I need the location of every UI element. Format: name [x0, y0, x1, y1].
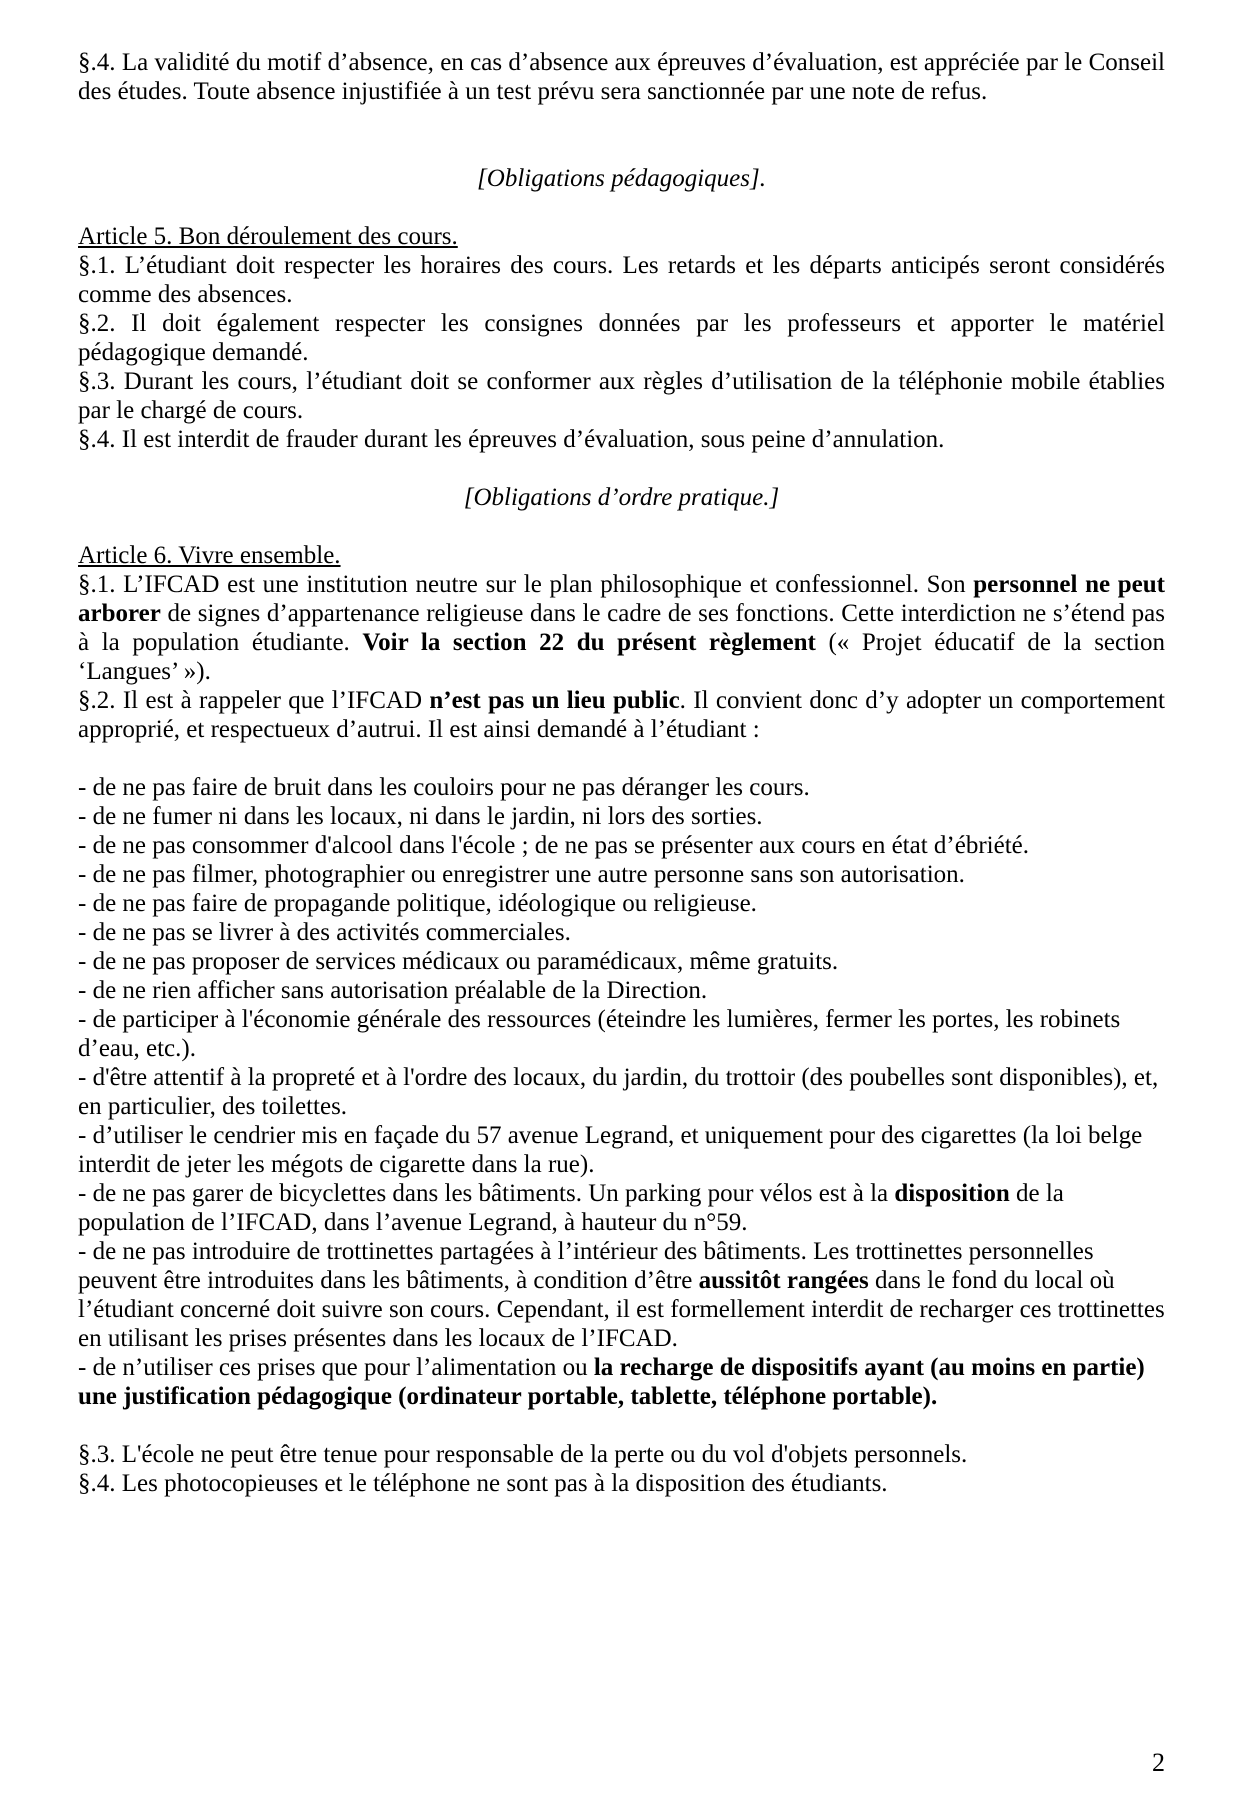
article5-heading — [78, 222, 1165, 251]
article6-paragraph-3 — [78, 1440, 1165, 1469]
list-item-text: - de ne fumer ni dans les locaux, ni dans le jardin, ni lors des sorties. — [78, 803, 763, 830]
paragraph-text: . Il convient donc d’y adopter un comportement approprié, et respectueux d’autrui. Il est ainsi demandé à l’étudiant : — [78, 687, 1166, 743]
list-item-text: - de ne pas faire de propagande politique, idéologique ou religieuse. — [78, 890, 757, 917]
list-item — [78, 918, 1165, 947]
article5-paragraph-2 — [78, 309, 1165, 367]
article6-heading — [78, 541, 1165, 570]
rules-list — [78, 773, 1165, 1411]
list-item — [78, 889, 1165, 918]
list-item-text: - de ne pas introduire de trottinettes partagées à l’intérieur des bâtiments. Les trottinettes personnelles peuvent être introduites dans les bâtiments, à condition d’être — [78, 1238, 1094, 1294]
list-item — [78, 773, 1165, 802]
list-item — [78, 1121, 1165, 1179]
paragraph-text: §.2. Il est à rappeler que l’IFCAD — [78, 687, 430, 714]
list-item-text: - de ne pas proposer de services médicaux ou paramédicaux, même gratuits. — [78, 948, 839, 975]
list-item — [78, 1005, 1165, 1063]
paragraph-text: §.4. Il est interdit de frauder durant les épreuves d’évaluation, sous peine d’annulation. — [78, 426, 945, 453]
bold-text: la recharge de dispositifs ayant (au moins en partie) une justification pédagogique (ordinateur portable, tablette, téléphone portable). — [78, 1354, 1145, 1410]
bold-text: Voir la section 22 du présent règlement — [362, 629, 816, 656]
intro-text: §.4. La validité du motif d’absence, en cas d’absence aux épreuves d’évaluation, est appréciée par le Conseil des études. Toute absence injustifiée à un test prévu sera sanctionnée par une note de refus. — [78, 49, 1165, 105]
list-item-text: - de ne pas consommer d'alcool dans l'école ; de ne pas se présenter aux cours en état d’ébriété. — [78, 832, 1029, 859]
section-label-text: [Obligations d’ordre pratique.] — [463, 484, 780, 511]
article6-paragraph-1 — [78, 570, 1165, 686]
list-item-text: dans le fond du local où l’étudiant concerné doit suivre son cours. Cependant, il est formellement interdit de recharger ces trottinettes en utilisant les prises présentes dans les locaux de l’IFCAD. — [78, 1267, 1165, 1352]
paragraph-text: §.3. L'école ne peut être tenue pour responsable de la perte ou du vol d'objets personnels. — [78, 1441, 968, 1468]
page-number: 2 — [1152, 1748, 1165, 1777]
article5-heading-text: Article 5. Bon déroulement des cours. — [78, 223, 458, 250]
section-label-obligations-pedagogiques — [78, 164, 1165, 193]
spacer — [78, 1411, 1165, 1440]
list-item — [78, 831, 1165, 860]
paragraph-text: (« Projet éducatif de la section ‘Langues’ »). — [78, 629, 1166, 685]
list-item-text: - d'être attentif à la propreté et à l'ordre des locaux, du jardin, du trottoir (des poubelles sont disponibles), et, en particulier, des toilettes. — [78, 1064, 1159, 1120]
spacer — [78, 106, 1165, 164]
bold-text: aussitôt rangées — [698, 1267, 869, 1294]
section-label-obligations-pratiques — [78, 483, 1165, 512]
list-item — [78, 1179, 1165, 1237]
list-item-text: - de ne rien afficher sans autorisation préalable de la Direction. — [78, 977, 708, 1004]
list-item-text: - de participer à l'économie générale des ressources (éteindre les lumières, fermer les portes, les robinets d’eau, etc.). — [78, 1006, 1121, 1062]
article6-heading-text: Article 6. Vivre ensemble. — [78, 542, 341, 569]
article5-paragraph-1 — [78, 251, 1165, 309]
bold-text: n’est pas un lieu public — [429, 687, 680, 714]
list-item-text: - de ne pas garer de bicyclettes dans les bâtiments. Un parking pour vélos est à la — [78, 1180, 895, 1207]
paragraph-text: §.4. Les photocopieuses et le téléphone ne sont pas à la disposition des étudiants. — [78, 1470, 888, 1497]
list-item-text: - de n’utiliser ces prises que pour l’alimentation ou — [78, 1354, 594, 1381]
list-item — [78, 947, 1165, 976]
article5-paragraph-3 — [78, 367, 1165, 425]
bold-text: personnel ne peut arborer — [78, 571, 1165, 627]
list-item-text: - de ne pas filmer, photographier ou enregistrer une autre personne sans son autorisation. — [78, 861, 965, 888]
list-item — [78, 802, 1165, 831]
paragraph-text: de signes d’appartenance religieuse dans le cadre de ses fonctions. Cette interdiction ne s’étend pas à la population étudiante. — [78, 600, 1165, 656]
list-item — [78, 976, 1165, 1005]
list-item-text: - de ne pas faire de bruit dans les couloirs pour ne pas déranger les cours. — [78, 774, 810, 801]
list-item-text: - de ne pas se livrer à des activités commerciales. — [78, 919, 571, 946]
list-item — [78, 1353, 1165, 1411]
article5-paragraph-4 — [78, 425, 1165, 454]
list-item-text: - d’utiliser le cendrier mis en façade du 57 avenue Legrand, et uniquement pour des cigarettes (la loi belge interdit de jeter les mégots de cigarette dans la rue). — [78, 1122, 1143, 1178]
spacer — [78, 744, 1165, 773]
list-item — [78, 1063, 1165, 1121]
list-item-text: de la population de l’IFCAD, dans l’avenue Legrand, à hauteur du n°59. — [78, 1180, 1064, 1236]
paragraph-text: §.3. Durant les cours, l’étudiant doit se conformer aux règles d’utilisation de la téléphonie mobile établies par le chargé de cours. — [78, 368, 1165, 424]
spacer — [78, 512, 1165, 541]
paragraph-text: §.1. L’étudiant doit respecter les horaires des cours. Les retards et les départs anticipés seront considérés comme des absences. — [78, 252, 1165, 308]
bold-text: disposition — [894, 1180, 1010, 1207]
list-item — [78, 1237, 1165, 1353]
paragraph-text: §.2. Il doit également respecter les consignes données par les professeurs et apporter le matériel pédagogique demandé. — [78, 310, 1165, 366]
paragraph-text: §.1. L’IFCAD est une institution neutre sur le plan philosophique et confessionnel. Son — [78, 571, 974, 598]
intro-paragraph — [78, 48, 1165, 106]
article6-paragraph-4 — [78, 1469, 1165, 1498]
section-label-text: [Obligations pédagogiques]. — [477, 165, 766, 192]
article6-paragraph-2 — [78, 686, 1165, 744]
list-item — [78, 860, 1165, 889]
spacer — [78, 454, 1165, 483]
spacer — [78, 193, 1165, 222]
